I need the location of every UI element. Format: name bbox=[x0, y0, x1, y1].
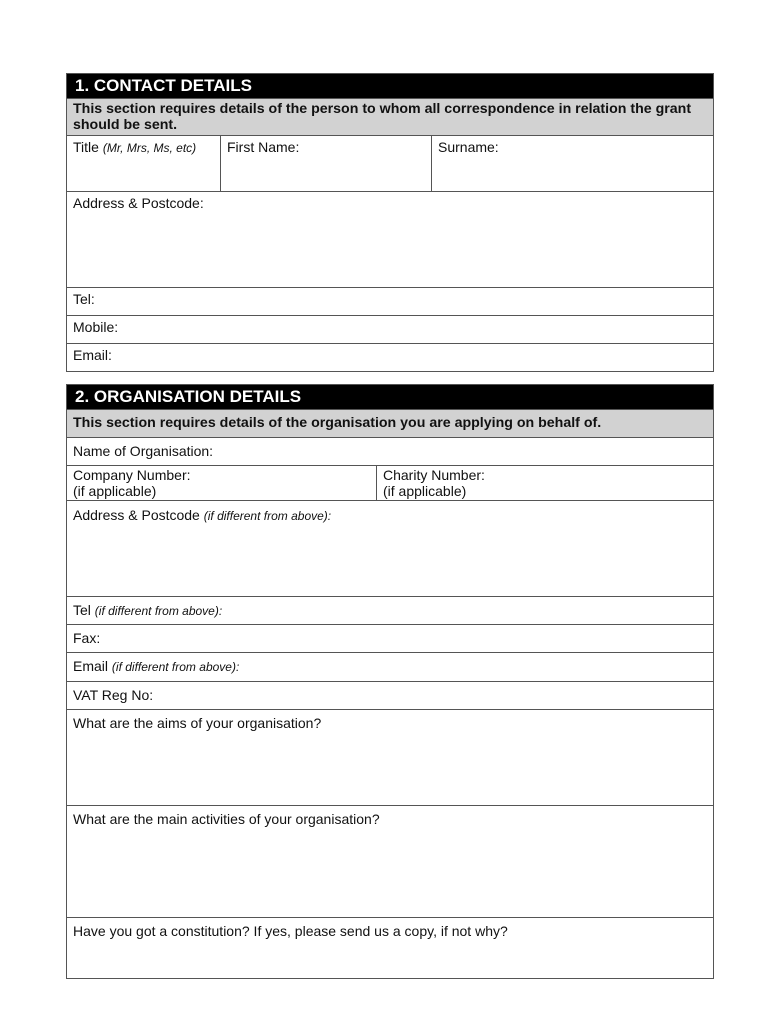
vat-reg-label: VAT Reg No: bbox=[73, 687, 154, 703]
contact-details-intro: This section requires details of the person to whom all correspondence in relation the grant should be sent. bbox=[67, 98, 713, 135]
org-tel-note: (if different from above): bbox=[94, 604, 223, 618]
organisation-details-section bbox=[66, 384, 714, 979]
org-email-note: (if different from above): bbox=[111, 660, 240, 674]
first-name-label: First Name: bbox=[227, 139, 300, 155]
org-address-note: (if different from above): bbox=[203, 509, 332, 523]
constitution-label: Have you got a constitution? If yes, please send us a copy, if not why? bbox=[73, 923, 508, 939]
number-row bbox=[67, 465, 713, 500]
contact-email-field[interactable] bbox=[67, 343, 713, 371]
company-number-field[interactable] bbox=[67, 466, 376, 500]
organisation-details-intro: This section requires details of the organisation you are applying on behalf of. bbox=[67, 409, 713, 437]
charity-number-field[interactable] bbox=[376, 466, 713, 500]
contact-details-section bbox=[66, 73, 714, 372]
org-email-field[interactable] bbox=[67, 652, 713, 681]
name-row bbox=[67, 135, 713, 191]
title-label: Title bbox=[73, 139, 99, 155]
charity-number-label: Charity Number: bbox=[383, 467, 485, 483]
title-field[interactable] bbox=[67, 136, 220, 191]
org-name-label: Name of Organisation: bbox=[73, 443, 214, 459]
org-tel-label: Tel bbox=[73, 602, 91, 618]
vat-reg-field[interactable] bbox=[67, 681, 713, 709]
company-number-note: (if applicable) bbox=[73, 483, 157, 499]
charity-number-note: (if applicable) bbox=[383, 483, 467, 499]
activities-field[interactable] bbox=[67, 805, 713, 917]
org-address-label: Address & Postcode bbox=[73, 507, 200, 523]
contact-tel-label: Tel: bbox=[73, 291, 95, 307]
org-fax-label: Fax: bbox=[73, 630, 101, 646]
org-tel-field[interactable] bbox=[67, 596, 713, 624]
contact-details-heading: 1. CONTACT DETAILS bbox=[67, 74, 713, 98]
aims-label: What are the aims of your organisation? bbox=[73, 715, 322, 731]
contact-mobile-label: Mobile: bbox=[73, 319, 119, 335]
constitution-field[interactable] bbox=[67, 917, 713, 978]
surname-field[interactable] bbox=[431, 136, 713, 191]
surname-label: Surname: bbox=[438, 139, 499, 155]
org-fax-field[interactable] bbox=[67, 624, 713, 652]
title-note: (Mr, Mrs, Ms, etc) bbox=[102, 141, 197, 155]
contact-address-label: Address & Postcode: bbox=[73, 195, 204, 211]
contact-mobile-field[interactable] bbox=[67, 315, 713, 343]
activities-label: What are the main activities of your organisation? bbox=[73, 811, 380, 827]
organisation-details-heading: 2. ORGANISATION DETAILS bbox=[67, 385, 713, 409]
org-name-field[interactable] bbox=[67, 437, 713, 465]
contact-tel-field[interactable] bbox=[67, 287, 713, 315]
contact-email-label: Email: bbox=[73, 347, 112, 363]
first-name-field[interactable] bbox=[220, 136, 431, 191]
company-number-label: Company Number: bbox=[73, 467, 191, 483]
contact-address-field[interactable] bbox=[67, 191, 713, 287]
aims-field[interactable] bbox=[67, 709, 713, 805]
org-address-field[interactable] bbox=[67, 500, 713, 596]
org-email-label: Email bbox=[73, 658, 109, 674]
